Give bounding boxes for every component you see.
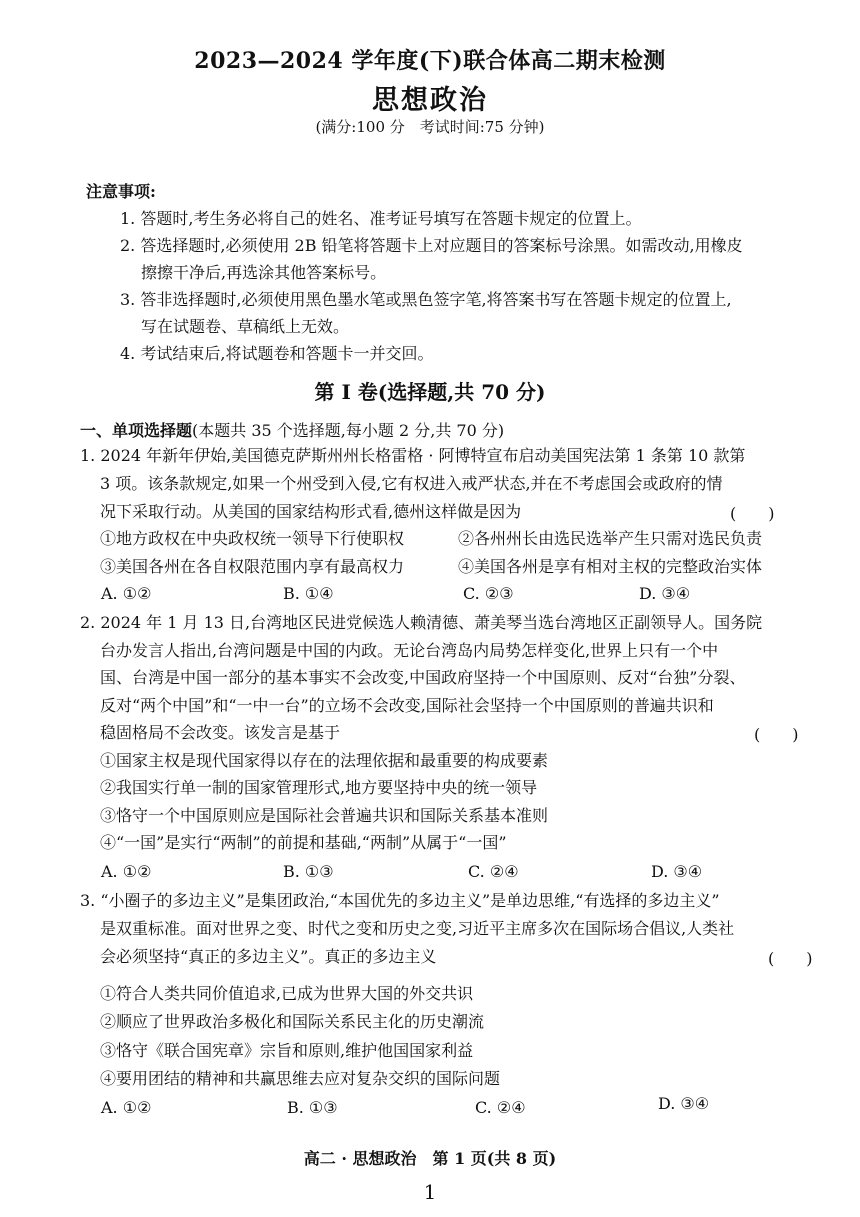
statement: ②我国实行单一制的国家管理形式,地方要坚持中央的统一领导: [100, 778, 538, 797]
part-heading-desc: (本题共 35 个选择题,每小题 2 分,共 70 分): [192, 421, 505, 440]
question-stem-line: 况下采取行动。从美国的国家结构形式看,德州这样做是因为: [100, 502, 522, 521]
statement: ①地方政权在中央政权统一领导下行使职权: [100, 529, 405, 548]
answer-parentheses: ( ): [730, 504, 775, 523]
option-a: A. ①②: [101, 862, 152, 881]
page-footer: 高二 · 思想政治 第 1 页(共 8 页): [303, 1149, 557, 1168]
subject-title: 思想政治: [372, 85, 488, 116]
statement: ②各州州长由选民选举产生只需对选民负责: [458, 529, 763, 548]
option-a: A. ①②: [101, 584, 152, 603]
option-c: C. ②④: [468, 862, 519, 881]
question-stem-line: 是双重标准。面对世界之变、时代之变和历史之变,习近平主席多次在国际场合倡议,人类社: [100, 919, 735, 938]
notice-heading: 注意事项:: [86, 182, 156, 201]
statement: ③恪守一个中国原则应是国际社会普遍共识和国际关系基本准则: [100, 806, 549, 825]
question-stem-line: 国、台湾是中国一部分的基本事实不会改变,中国政府坚持一个中国原则、反对“台独”分裂、: [100, 668, 746, 687]
question-stem-line: 会必须坚持“真正的多边主义”。真正的多边主义: [100, 947, 437, 966]
question-stem-line: 台办发言人指出,台湾问题是中国的内政。无论台湾岛内局势怎样变化,世界上只有一个中: [100, 641, 719, 660]
notice-item-continued: 擦擦干净后,再选涂其他答案标号。: [141, 263, 387, 282]
statement: ②顺应了世界政治多极化和国际关系民主化的历史潮流: [100, 1012, 485, 1031]
page-number: 1: [423, 1180, 437, 1204]
notice-item: 4. 考试结束后,将试题卷和答题卡一并交回。: [120, 344, 434, 363]
answer-parentheses: ( ): [768, 949, 813, 968]
notice-item-continued: 写在试题卷、草稿纸上无效。: [141, 317, 350, 336]
statement: ①国家主权是现代国家得以存在的法理依据和最重要的构成要素: [100, 751, 549, 770]
option-c: C. ②④: [475, 1098, 526, 1117]
exam-info: (满分:100 分 考试时间:75 分钟): [315, 118, 545, 136]
question-stem-line: 稳固格局不会改变。该发言是基于: [100, 723, 341, 742]
statement: ①符合人类共同价值追求,已成为世界大国的外交共识: [100, 984, 474, 1003]
answer-parentheses: ( ): [754, 725, 799, 744]
notice-item: 2. 答选择题时,必须使用 2B 铅笔将答题卡上对应题目的答案标号涂黑。如需改动,用橡皮: [120, 236, 743, 255]
section-title: 第 I 卷(选择题,共 70 分): [314, 380, 546, 404]
option-d: D. ③④: [658, 1094, 710, 1113]
statement: ③恪守《联合国宪章》宗旨和原则,维护他国国家利益: [100, 1041, 474, 1060]
option-b: B. ①③: [283, 862, 334, 881]
option-b: B. ①③: [287, 1098, 338, 1117]
statement: ④美国各州是享有相对主权的完整政治实体: [458, 557, 763, 576]
question-stem-line: 3 项。该条款规定,如果一个州受到入侵,它有权进入戒严状态,并在不考虑国会或政府的情: [100, 474, 723, 493]
statement: ④“一国”是实行“两制”的前提和基础,“两制”从属于“一国”: [100, 833, 507, 852]
part-heading: [80, 420, 504, 442]
question-stem-line: 1. 2024 年新年伊始,美国德克萨斯州州长格雷格 · 阿博特宣布启动美国宪法第 1 条第 10 款第: [80, 446, 746, 465]
statement: ③美国各州在各自权限范围内享有最高权力: [100, 557, 405, 576]
option-d: D. ③④: [651, 862, 703, 881]
question-stem-line: 3. “小圈子的多边主义”是集团政治,“本国优先的多边主义”是单边思维,“有选择的多边主义”: [80, 891, 720, 910]
option-c: C. ②③: [463, 584, 514, 603]
part-heading-label: 一、单项选择题: [80, 421, 193, 440]
statement: ④要用团结的精神和共赢思维去应对复杂交织的国际问题: [100, 1069, 501, 1088]
option-a: A. ①②: [101, 1098, 152, 1117]
notice-item: 3. 答非选择题时,必须使用黑色墨水笔或黑色签字笔,将答案书写在答题卡规定的位置上,: [120, 290, 732, 309]
question-stem-line: 反对“两个中国”和“一中一台”的立场不会改变,国际社会坚持一个中国原则的普遍共识和: [100, 696, 714, 715]
option-b: B. ①④: [283, 584, 334, 603]
option-d: D. ③④: [639, 584, 691, 603]
exam-title: 2023—2024 学年度(下)联合体高二期末检测: [194, 48, 666, 74]
notice-item: 1. 答题时,考生务必将自己的姓名、准考证号填写在答题卡规定的位置上。: [120, 209, 642, 228]
question-stem-line: 2. 2024 年 1 月 13 日,台湾地区民进党候选人赖清德、萧美琴当选台湾地区正副领导人。国务院: [80, 613, 763, 632]
